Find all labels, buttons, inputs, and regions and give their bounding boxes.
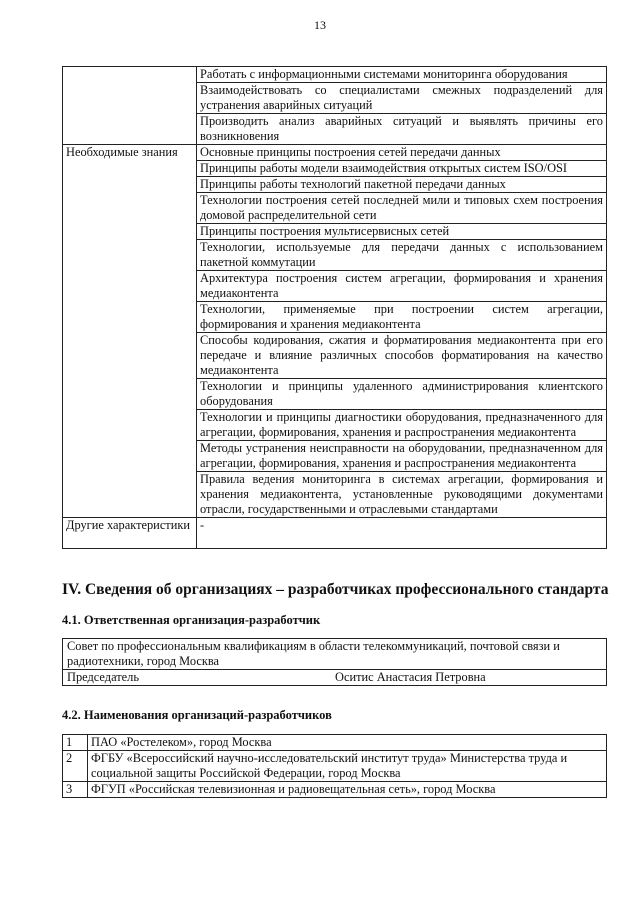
other-characteristics-label: Другие характеристики	[63, 518, 197, 549]
developer-name: ПАО «Ростелеком», город Москва	[88, 735, 607, 751]
page-number: 13	[314, 18, 326, 32]
knowledge-item: Архитектура построения систем агрегации, формирования и хранения медиаконтента	[197, 271, 607, 302]
chairman-row	[63, 670, 607, 686]
table-row	[63, 145, 607, 161]
developer-number: 3	[63, 782, 88, 798]
other-characteristics-value: -	[197, 518, 607, 549]
knowledge-item: Принципы построения мультисервисных сетей	[197, 224, 607, 240]
developers-table	[62, 734, 607, 798]
skill-item: Взаимодействовать со специалистами смежных подразделений для устранения аварийных ситуаций	[197, 83, 607, 114]
skills-label-cell	[63, 67, 197, 145]
knowledge-item: Методы устранения неисправности на оборудовании, предназначенном для агрегации, формирования, хранения и распространения медиаконтента	[197, 441, 607, 472]
table-row	[63, 735, 607, 751]
knowledge-item: Принципы работы модели взаимодействия открытых систем ISO/OSI	[197, 161, 607, 177]
knowledge-label: Необходимые знания	[63, 145, 197, 518]
table-row	[63, 782, 607, 798]
knowledge-item: Технологии, применяемые при построении систем агрегации, формирования и хранения медиаконтента	[197, 302, 607, 333]
table-row	[63, 670, 607, 686]
developer-number: 1	[63, 735, 88, 751]
developer-name: ФГБУ «Всероссийский научно-исследовательский институт труда» Министерства труда и социальной защиты Российской Федерации, город Москва	[88, 751, 607, 782]
knowledge-item: Технологии и принципы удаленного администрирования клиентского оборудования	[197, 379, 607, 410]
knowledge-item: Технологии построения сетей последней мили и типовых схем построения домовой распределительной сети	[197, 193, 607, 224]
table-row	[63, 518, 607, 549]
responsible-org-table	[62, 638, 607, 686]
competency-table	[62, 66, 607, 549]
knowledge-item: Принципы работы технологий пакетной передачи данных	[197, 177, 607, 193]
section-heading: IV. Сведения об организациях – разработчиках профессионального стандарта	[62, 581, 609, 598]
knowledge-item: Технологии и принципы диагностики оборудования, предназначенного для агрегации, формирования, хранения и распространения медиаконтента	[197, 410, 607, 441]
table-row	[63, 67, 607, 83]
developers-heading: 4.2. Наименования организаций-разработчиков	[62, 708, 332, 722]
developer-number: 2	[63, 751, 88, 782]
skill-item: Работать с информационными системами мониторинга оборудования	[197, 67, 607, 83]
knowledge-item: Способы кодирования, сжатия и форматирования медиаконтента при его передаче и влияние различных способов форматирования на качество медиаконтента	[197, 333, 607, 379]
table-row	[63, 639, 607, 670]
responsible-org-name: Совет по профессиональным квалификациям в области телекоммуникаций, почтовой связи и радиотехники, город Москва	[63, 639, 607, 670]
skill-item: Производить анализ аварийных ситуаций и выявлять причины его возникновения	[197, 114, 607, 145]
responsible-org-heading: 4.1. Ответственная организация-разработчик	[62, 613, 321, 627]
chairman-role: Председатель	[67, 670, 140, 684]
knowledge-item: Технологии, используемые для передачи данных с использованием пакетной коммутации	[197, 240, 607, 271]
table-row	[63, 751, 607, 782]
knowledge-item: Правила ведения мониторинга в системах агрегации, формирования и хранения медиаконтента, установленные руководящими документами отрасли, государственными и отраслевыми стандартами	[197, 472, 607, 518]
chairman-name: Оситис Анастасия Петровна	[335, 670, 486, 684]
knowledge-item: Основные принципы построения сетей передачи данных	[197, 145, 607, 161]
developer-name: ФГУП «Российская телевизионная и радиовещательная сеть», город Москва	[88, 782, 607, 798]
